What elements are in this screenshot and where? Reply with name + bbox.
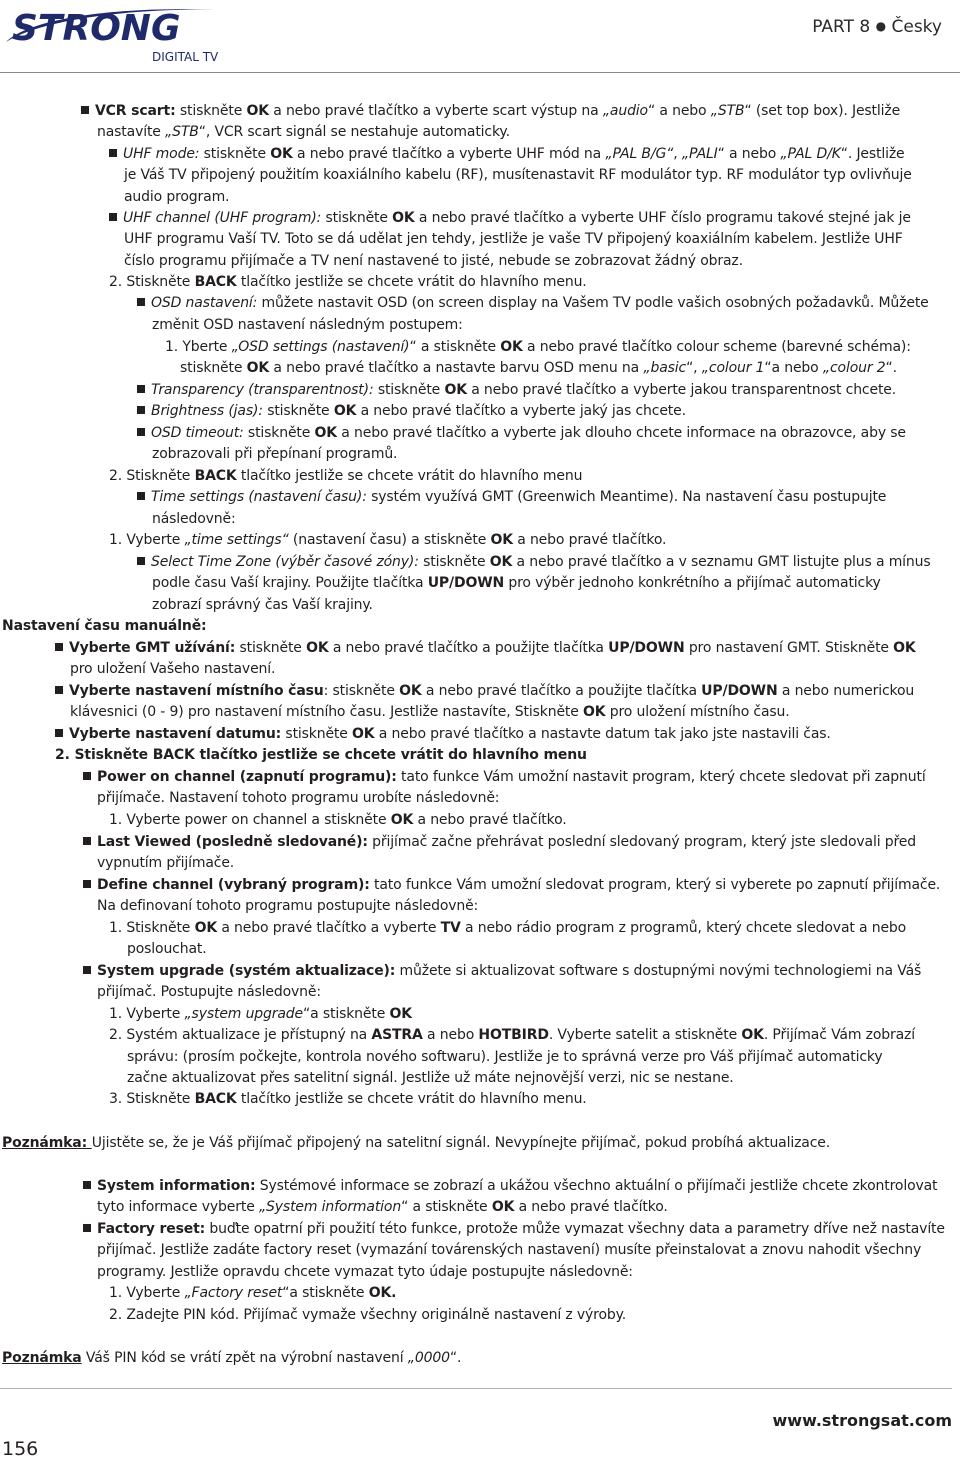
text-line [83,961,921,981]
text-run: „time settings“ [184,532,289,548]
text-run: BACK [194,468,237,484]
text-run: audio program. [124,189,230,205]
text-run: a nebo pravé tlačítko a použijte tlačítka [421,683,702,699]
text-line [97,122,510,142]
text-run: “. [449,1350,462,1366]
text-line [109,1283,396,1303]
text-line [55,745,587,765]
text-run: Ujistěte se, že je Váš přijímač připojený na satelitní signál. Nevypínejte přijímač, pokud probíhá aktualizace. [91,1135,831,1151]
text-run: OK [583,704,606,720]
text-run: “, [686,360,702,376]
text-run: Transparency (transparentnost): [151,382,374,398]
text-line [97,788,499,808]
text-run: pro nastavení GMT. Stiskněte [684,640,894,656]
text-line [83,875,940,895]
text-run: tlačítko jestliže se chcete vrátit do hlavního menu. [236,1091,587,1107]
text-run: stiskněte [180,360,247,376]
text-run: OK [444,382,467,398]
text-run: „colour 1 [701,360,765,376]
text-run: stiskněte [281,726,353,742]
text-run: OK [314,425,337,441]
text-run: UP/DOWN [427,575,505,591]
text-run: Define channel (vybraný program): [97,877,370,893]
text-run: správu: (prosím počkejte, kontrola nového softwaru). Jestliže je to správná verze pro Váš přijímač automaticky [127,1049,883,1065]
logo-subtitle: DIGITAL TV [152,50,219,64]
text-run: Nastavení času manuálně: [2,618,207,634]
text-run: můžete si aktualizovat software s dostupnými novými technologiemi na Váš [395,963,922,979]
text-run: a nebo pravé tlačítko. [514,1199,668,1215]
text-run: buďte opatrní při použití této funkce, protože může vymazat všechny data a parametry dříve než nastavíte [205,1221,945,1237]
text-run: tato funkce Vám umožní nastavit program, který chcete sledovat při zapnutí [396,769,926,785]
text-run: OK [491,1199,515,1215]
text-line [55,681,914,701]
square-bullet-icon [109,149,117,157]
text-run: “ a stiskněte [409,339,501,355]
text-run: : stiskněte [323,683,400,699]
text-run: 2. Stiskněte [109,468,195,484]
text-run: “a nebo [764,360,823,376]
text-run: (nastavení času) a stiskněte [288,532,491,548]
text-run: a nebo pravé tlačítko a nastavte datum tak jako jste nastavili čas. [374,726,831,742]
text-line [83,1176,937,1196]
text-run: a nebo rádio program z programů, který chcete sledovat a nebo [460,920,907,936]
text-run: tlačítko jestliže se chcete vrátit do hlavního menu. [236,274,587,290]
text-run: stiskněte [418,554,490,570]
square-bullet-icon [83,880,91,888]
text-run: VCR scart: [95,103,176,119]
text-run: „Factory reset [184,1285,283,1301]
text-run: přijímač začne přehrávat poslední sledovaný program, který jste sledovali před [367,834,917,850]
text-run: „PAL B/G“ [605,146,674,162]
text-run: „PALI [681,146,718,162]
text-run: Brightness (jas): [151,403,263,419]
text-run: systém využívá GMT (Greenwich Meantime). Na nastavení času postupujte [366,489,887,505]
square-bullet-icon [137,385,145,393]
text-run: BACK [194,1091,237,1107]
text-run: “ a nebo [717,146,781,162]
text-run: UHF channel (UHF program): [123,210,322,226]
square-bullet-icon [83,1224,91,1232]
square-bullet-icon [55,729,63,737]
text-run: OK [741,1027,764,1043]
text-run: a nebo pravé tlačítko a použijte tlačítka [328,640,609,656]
text-run: . Vyberte satelit a stiskněte [548,1027,742,1043]
text-run: OK [390,812,414,828]
text-run: stiskněte [243,425,315,441]
text-run: OK [392,210,415,226]
text-run: a nebo pravé tlačítko a vyberte UHF číslo programu takové stejné jak je [414,210,911,226]
text-run: 1. Stiskněte [109,920,195,936]
text-line [124,229,903,249]
text-run: následovně: [152,511,236,527]
text-line [152,315,463,335]
text-run: „System information [258,1199,402,1215]
text-line [165,337,911,357]
square-bullet-icon [83,772,91,780]
text-line [83,832,916,852]
text-run: a nebo numerickou [777,683,915,699]
text-run: „0000 [407,1350,450,1366]
text-run: 1. Vyberte [109,532,185,548]
bullet-dot: ● [875,19,887,33]
text-line [124,187,229,207]
text-run: OK [352,726,375,742]
text-run: OK [500,339,523,355]
text-line [109,810,567,830]
text-line [137,423,906,443]
text-run: UHF mode: [123,146,200,162]
square-bullet-icon [83,837,91,845]
text-run: zobrazí správný čas Vaší krajiny. [152,597,373,613]
text-line [70,702,790,722]
language-label: Česky [891,17,942,37]
text-run: Select Time Zone (výběr časové zóny): [151,554,419,570]
text-run: „STB [710,103,745,119]
text-run: „colour 2 [822,360,886,376]
text-run: 1. Vyberte [109,1006,185,1022]
text-run: a nebo pravé tlačítko colour scheme (barevné schéma): [522,339,911,355]
text-run: a nebo pravé tlačítko a vyberte jaký jas chcete. [356,403,686,419]
text-run: můžete nastavit OSD (on screen display na Vašem TV podle vašich osobných požadavků. Můžete [257,295,929,311]
text-run: „OSD settings (nastavení) [231,339,410,355]
text-line [97,1240,921,1260]
square-bullet-icon [137,298,145,306]
text-run: číslo programu přijímače a TV není nastavené to jisté, nebude se zobrazovat žádný obraz. [124,253,743,269]
text-line [55,724,831,744]
text-run: “. Jestliže [840,146,905,162]
text-run: Na definovaní tohoto programu postupujte následovně: [97,898,479,914]
text-run: přijímač. Postupujte následovně: [97,984,321,1000]
text-line [180,358,897,378]
text-run: „system upgrade [184,1006,304,1022]
text-run: je Váš TV připojený použitím koaxiálního kabelu (RF), musítenastavit RF modulátor typ. RF modulátor typ ovlivňuje [124,167,912,183]
text-run: 1. Vyberte [109,1285,185,1301]
text-run: ASTRA [371,1027,423,1043]
text-run: stiskněte [199,146,271,162]
square-bullet-icon [55,686,63,694]
square-bullet-icon [137,492,145,500]
text-run: OK [399,683,422,699]
text-run: přijímače. Nastavení tohoto programu urobíte následovně: [97,790,500,806]
page-header-section [812,17,942,37]
text-line [137,487,886,507]
text-line [2,616,207,636]
text-line [2,1133,830,1153]
text-run: stiskněte [175,103,247,119]
text-run: OK [490,532,513,548]
text-run: poslouchat. [127,941,207,957]
square-bullet-icon [83,966,91,974]
text-line [137,552,931,572]
text-run: OSD nastavení: [151,295,258,311]
text-run: OK. [368,1285,397,1301]
text-run: OK [306,640,329,656]
text-run: pro uložení místního času. [605,704,790,720]
text-run: a nebo pravé tlačítko. [512,532,667,548]
text-run: System information: [97,1178,256,1194]
text-line [152,509,236,529]
text-line [124,251,743,271]
text-line [137,401,686,421]
text-run: OK [246,103,269,119]
text-run: Vyberte nastavení datumu: [69,726,282,742]
text-line [109,272,587,292]
text-run: Váš PIN kód se vrátí zpět na výrobní nastavení [81,1350,408,1366]
text-run: pro uložení Vašeho nastavení. [70,661,276,677]
text-line [97,853,234,873]
text-line [109,530,666,550]
text-run: TV [440,920,461,936]
text-run: a nebo pravé tlačítko. [413,812,567,828]
text-line [55,638,916,658]
text-run: OSD timeout: [151,425,244,441]
text-run: zobrazovali při přepínaní programů. [152,446,398,462]
text-run: klávesnici (0 - 9) pro nastavení místního času. Jestliže nastavíte, Stiskněte [70,704,584,720]
text-line [97,1197,668,1217]
text-run: 2. Systém aktualizace je přístupný na [109,1027,372,1043]
text-run: stiskněte [235,640,307,656]
text-line [2,1348,461,1368]
text-run: 2. Stiskněte BACK tlačítko jestliže se chcete vrátit do hlavního menu [55,747,587,763]
text-line [83,1219,945,1239]
text-line [137,380,896,400]
text-line [109,1025,915,1045]
text-run: „STB [165,124,199,140]
text-run: 3. Stiskněte [109,1091,195,1107]
text-run: UP/DOWN [701,683,778,699]
text-line [109,1004,412,1024]
text-run: “. [885,360,897,376]
text-run: “a stiskněte [282,1285,369,1301]
text-run: OK [389,1006,412,1022]
text-line [70,659,275,679]
text-run: Last Viewed (posledně sledované): [97,834,368,850]
text-run: Poznámka [2,1350,82,1366]
footer-website: www.strongsat.com [772,1411,952,1430]
text-run: programy. Jestliže opravdu chcete vymazat tyto údaje postupujte následovně: [97,1264,633,1280]
square-bullet-icon [137,428,145,436]
text-run: stiskněte [321,210,393,226]
text-run: „PAL D/K [780,146,841,162]
text-run: a nebo pravé tlačítko a nastavte barvu OSD menu na [269,360,644,376]
text-run: vypnutím přijímače. [97,855,235,871]
text-run: „basic [643,360,687,376]
text-run: 2. Zadejte PIN kód. Přijímač vymaže všechny originálně nastavení z výroby. [109,1307,627,1323]
text-run: , [673,146,682,162]
text-run: OK [893,640,916,656]
text-run: pro výběr jednoho konkrétního a přijímač automaticky [504,575,881,591]
text-run: HOTBIRD [478,1027,549,1043]
text-run: a nebo pravé tlačítko a vyberte scart výstup na [268,103,603,119]
text-run: a nebo pravé tlačítko a vyberte [217,920,441,936]
footer-divider [0,1388,952,1389]
text-run: Power on channel (zapnutí programu): [97,769,397,785]
text-line [152,573,881,593]
text-line [124,165,912,185]
text-run: 2. Stiskněte [109,274,195,290]
text-line [152,444,397,464]
text-run: “ a nebo [647,103,711,119]
text-run: Factory reset: [97,1221,206,1237]
text-line [97,1262,633,1282]
text-run: a nebo pravé tlačítko a v seznamu GMT listujte plus a mínus [512,554,931,570]
part-label: PART 8 [812,17,871,37]
text-line [109,144,905,164]
text-run: BACK [194,274,237,290]
text-run: OK [333,403,357,419]
square-bullet-icon [137,406,145,414]
text-line [109,1305,626,1325]
text-line [109,466,582,486]
text-run: přijímač. Jestliže zadáte factory reset (vymazání továrenských nastavení) musíte přeinstalovat a znovu nahodit všechny [97,1242,922,1258]
text-run: 1. Vyberte power on channel a stiskněte [109,812,391,828]
text-line [127,1068,734,1088]
text-run: Vyberte GMT užívání: [69,640,236,656]
text-line [109,1089,587,1109]
strong-logo [0,0,225,68]
text-line [109,208,911,228]
text-run: System upgrade (systém aktualizace): [97,963,396,979]
text-run: a nebo pravé tlačítko a vyberte UHF mód na [292,146,606,162]
logo-text: STRONG [12,8,181,49]
text-run: změnit OSD nastavení následným postupem: [152,317,463,333]
text-line [81,101,900,121]
text-run: Poznámka: [2,1135,92,1151]
text-run: 1. Yberte [165,339,232,355]
page-number: 156 [2,1438,39,1460]
text-run: OK [194,920,218,936]
text-run: začne aktualizovat přes satelitní signál. Jestliže už máte nejnovější verzi, nic se nestane. [127,1070,734,1086]
square-bullet-icon [109,213,117,221]
text-run: podle času Vaší krajiny. Použijte tlačítka [152,575,428,591]
text-run: “ a stiskněte [401,1199,492,1215]
text-line [137,293,929,313]
text-run: “, VCR scart signál se nestahuje automaticky. [198,124,510,140]
text-line [127,1047,882,1067]
text-run: „audio [602,103,648,119]
text-run: . Přijímač Vám zobrazí [763,1027,915,1043]
text-line [97,982,321,1002]
text-run: OK [270,146,293,162]
text-run: Vyberte nastavení místního času [69,683,324,699]
square-bullet-icon [137,557,145,565]
text-run: a nebo [422,1027,479,1043]
text-run: tlačítko jestliže se chcete vrátit do hlavního menu [236,468,583,484]
text-line [97,896,478,916]
text-run: tyto informace vyberte [97,1199,259,1215]
text-line [152,595,373,615]
text-run: “a stiskněte [303,1006,390,1022]
square-bullet-icon [81,106,89,114]
text-run: UP/DOWN [608,640,685,656]
text-run: nastavíte [97,124,166,140]
square-bullet-icon [83,1181,91,1189]
text-run: a nebo pravé tlačítko a vyberte jak dlouho chcete informace na obrazovce, aby se [337,425,906,441]
text-run: “ (set top box). Jestliže [744,103,901,119]
text-run: stiskněte [373,382,445,398]
text-run: OK [246,360,270,376]
text-run: a nebo pravé tlačítko a vyberte jakou transparentnost chcete. [466,382,897,398]
header-divider [0,72,960,73]
text-line [109,918,906,938]
text-run: Systémové informace se zobrazí a ukážou všechno aktuální o přijímači jestliže chcete zkontrolovat [255,1178,938,1194]
text-run: Time settings (nastavení času): [151,489,367,505]
text-run: OK [489,554,513,570]
text-line [127,939,207,959]
text-line [83,767,926,787]
text-run: stiskněte [262,403,334,419]
text-run: UHF programu Vaší TV. Toto se dá udělat jen tehdy, jestliže je vaše TV připojený koaxiálním kabelem. Jestliže UHF [124,231,903,247]
square-bullet-icon [55,643,63,651]
text-run: tato funkce Vám umožní sledovat program, který si vyberete po zapnutí přijímače. [369,877,941,893]
